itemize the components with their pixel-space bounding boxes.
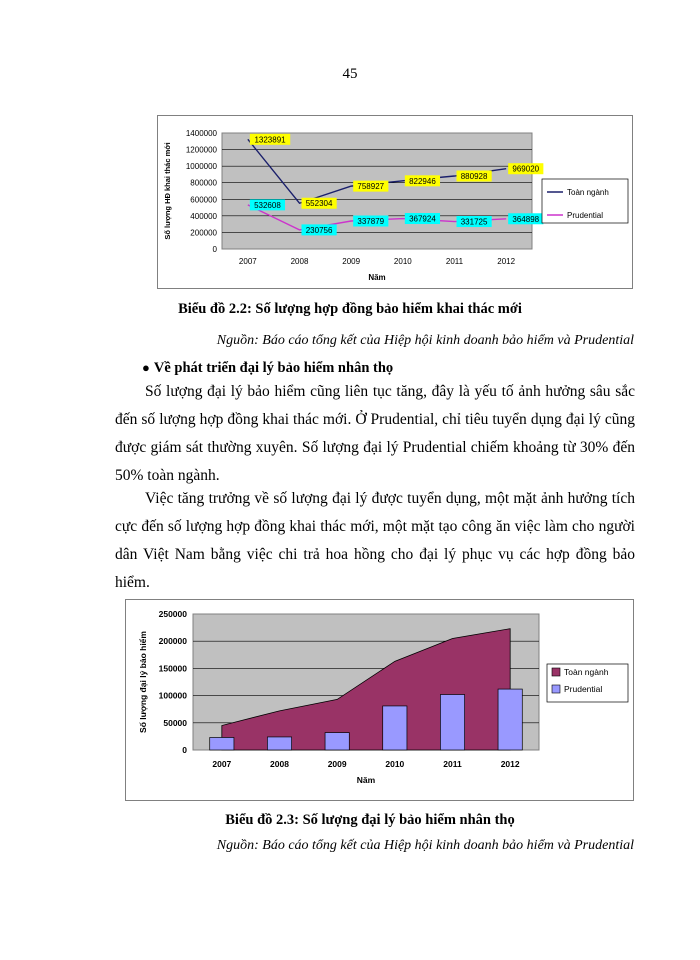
y-tick-label: 150000: [158, 663, 187, 674]
y-tick-label: 1000000: [185, 162, 217, 172]
data-label: 1323891: [254, 135, 286, 145]
area-bar-chart-svg: [126, 600, 633, 800]
y-axis-label: Số lượng HĐ khai thác mới: [163, 142, 172, 240]
legend-label: Toàn ngành: [567, 188, 609, 197]
data-label: 880928: [460, 172, 488, 182]
y-tick-label: 0: [182, 745, 187, 755]
paragraph-1: [115, 378, 635, 490]
y-tick-label: 200000: [190, 228, 217, 238]
data-label: 758927: [357, 182, 385, 192]
x-tick-label: 2012: [500, 759, 520, 769]
legend-label: Prudential: [567, 211, 604, 220]
section-heading: [142, 359, 393, 377]
x-tick-label: 2011: [445, 257, 464, 266]
paragraph-2: [115, 485, 635, 597]
bullet-icon: ●: [142, 360, 150, 375]
y-tick-label: 250000: [158, 609, 187, 619]
figure-2-3-caption: Biểu đồ 2.3: Số lượng đại lý bảo hiểm nhân thọ: [225, 812, 515, 828]
y-tick-label: 400000: [190, 211, 217, 221]
legend-label: Prudential: [564, 684, 603, 694]
bar-prudential: [267, 737, 291, 750]
bar-prudential: [498, 689, 522, 750]
data-label: 532608: [254, 200, 281, 210]
y-tick-label: 800000: [190, 178, 217, 188]
x-tick-label: 2008: [290, 257, 309, 266]
data-label: 367924: [409, 214, 436, 224]
x-tick-label: 2007: [238, 257, 257, 266]
x-tick-label: 2008: [270, 759, 289, 769]
y-tick-label: 50000: [163, 717, 187, 728]
paragraph-1-text: Số lượng đại lý bảo hiểm cũng liên tục tăng, đây là yếu tố ảnh hưởng sâu sắc đến số lượng hợp đồng khai thác mới. Ở Prudential, chỉ tiêu tuyển dụng đại lý cũng được giám sát thường xuyên. Số lượng đại lý Prudential chiếm khoảng từ 30% đến 50% toàn ngành.: [115, 383, 635, 484]
x-axis-label: Năm: [356, 775, 376, 785]
bar-prudential: [325, 733, 349, 750]
x-tick-label: 2009: [342, 257, 361, 266]
legend-swatch: [552, 685, 560, 693]
data-label: 969020: [512, 164, 540, 174]
x-tick-label: 2010: [385, 759, 405, 769]
x-tick-label: 2012: [497, 257, 516, 266]
bar-prudential: [383, 706, 407, 750]
paragraph-2-text: Việc tăng trưởng về số lượng đại lý được tuyển dụng, một mặt ảnh hưởng tích cực đến số lượng hợp đồng khai thác mới, một mặt tạo công ăn việc làm cho người dân Việt Nam bằng việc chi trả hoa hồng cho đại lý phục vụ các hợp đồng bảo hiểm.: [115, 490, 635, 591]
x-tick-label: 2009: [327, 759, 347, 769]
chart-agents: [125, 599, 634, 801]
x-axis-label: Năm: [368, 273, 386, 282]
y-tick-label: 0: [212, 245, 217, 254]
line-chart-svg: [158, 116, 632, 288]
x-tick-label: 2011: [443, 759, 462, 769]
y-tick-label: 600000: [190, 195, 217, 205]
data-label: 552304: [305, 199, 333, 209]
y-axis-label: Số lượng đại lý bảo hiểm: [138, 631, 148, 733]
legend-label: Toàn ngành: [564, 667, 609, 677]
data-label: 230756: [305, 225, 333, 235]
bar-prudential: [210, 737, 234, 750]
data-label: 364898: [512, 214, 540, 224]
y-tick-label: 1400000: [185, 129, 217, 138]
section-heading-text: Về phát triển đại lý bảo hiểm nhân thọ: [153, 360, 394, 376]
figure-2-2-caption: Biểu đồ 2.2: Số lượng hợp đồng bảo hiểm khai thác mới: [178, 301, 522, 317]
legend-swatch: [552, 668, 560, 676]
y-tick-label: 200000: [158, 636, 187, 647]
x-tick-label: 2010: [393, 257, 412, 266]
x-tick-label: 2007: [212, 759, 232, 769]
figure-2-2-source: Nguồn: Báo cáo tổng kết của Hiệp hội kinh doanh bảo hiểm và Prudential: [216, 333, 634, 348]
data-label: 337879: [357, 217, 385, 227]
y-tick-label: 1200000: [185, 145, 217, 155]
chart-new-contracts: [157, 115, 633, 289]
figure-2-3-source: Nguồn: Báo cáo tổng kết của Hiệp hội kinh doanh bảo hiểm và Prudential: [216, 838, 634, 853]
data-label: 331725: [460, 217, 488, 227]
data-label: 822946: [409, 176, 436, 186]
y-tick-label: 100000: [158, 690, 187, 701]
page-number: 45: [342, 66, 358, 82]
bar-prudential: [440, 695, 464, 750]
